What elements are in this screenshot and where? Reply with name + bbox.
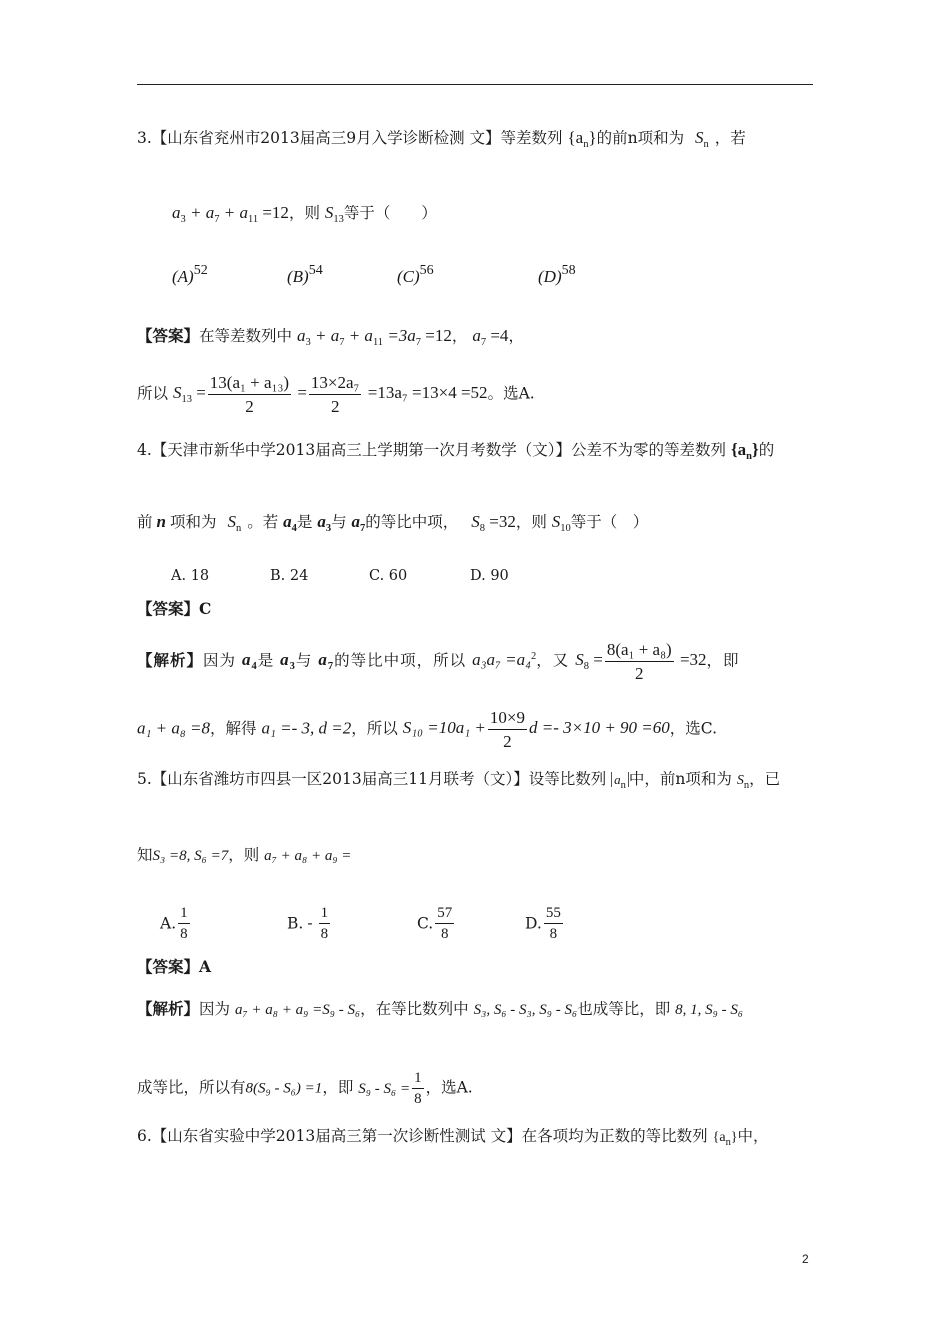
q3-option-a: $(A)^{52}$ bbox=[172, 263, 208, 286]
fraction: $\frac{\text{8(a₁ + a₈)}}{2}$ bbox=[606, 640, 672, 683]
q4-line2: 前 n 项和为 $S_n$ 。若 $a_4$是 $a_3$与 $a_7$的等比中项， $S_8 =32$，则 $S_{10}$等于（ ） bbox=[137, 512, 649, 534]
fraction: $\frac{10\times 9}{2}$ bbox=[489, 708, 525, 751]
q4-analysis-line2: a₁ + a₈ =8，解得 a₁ =- 3, d =2，所以 S₁₀ =10a₁ + $\frac{10\times 9}{2}$ d =- 3×10 + 90 =60，选C. bbox=[137, 708, 718, 751]
q5-option-c: C. $\frac{57}{8}$ bbox=[417, 905, 453, 943]
q4-option-a: A. 18 bbox=[171, 568, 210, 584]
sequence-notation: $a_n$ bbox=[611, 772, 629, 787]
q3-answer: 【答案】在等差数列中 $a_3 + a_7 + a_{11} =3a_7 =12$， $a_7 =4$， bbox=[137, 326, 524, 348]
q5-option-a: A. $\frac{1}{8}$ bbox=[160, 905, 188, 943]
fraction: $\frac{1}{8}$ bbox=[414, 1070, 422, 1108]
q5-option-b: B. - $\frac{1}{8}$ bbox=[287, 905, 329, 943]
header-rule bbox=[137, 84, 813, 85]
q5-answer: 【答案】A bbox=[137, 957, 212, 976]
question-text: 的前n项和为 bbox=[596, 129, 685, 147]
q3-line2 bbox=[172, 203, 437, 223]
question-source: 【山东省兖州市2013届高三9月入学诊断检测 文】等差数列 bbox=[151, 129, 563, 147]
question-text: ，则 bbox=[288, 204, 320, 222]
fraction: $\frac{\text{13(a₁ + a₁₃)}}{2}$ bbox=[209, 373, 290, 416]
question-source: 【山东省潍坊市四县一区2013届高三11月联考（文）】设等比数列 bbox=[151, 770, 607, 788]
q3-option-c: $(C)^{56}$ bbox=[397, 263, 434, 286]
q6-line1: 6.【山东省实验中学2013届高三第一次诊断性测试 文】在各项均为正数的等比数列 $\{a_n\}$中， bbox=[137, 1127, 769, 1148]
answer-formula: $a_7 =4$ bbox=[472, 326, 509, 348]
sum-notation: $S_{13}$ bbox=[324, 203, 344, 225]
q5-line1: 5.【山东省潍坊市四县一区2013届高三11月联考（文）】设等比数列 $a_n$ 中，前n项和为 $S_n$，已 bbox=[137, 770, 781, 791]
q3-line1 bbox=[137, 128, 746, 148]
q4-option-b: B. 24 bbox=[270, 568, 309, 584]
answer-tag: 【答案】 bbox=[137, 326, 200, 345]
q5-line2: 知S₃ =8, S₆ =7，则 a₇ + a₈ + a₉ = bbox=[137, 846, 352, 864]
sequence-notation: $\{a_n\}$ bbox=[712, 1130, 738, 1148]
question-source: 【山东省实验中学2013届高三第一次诊断性测试 文】在各项均为正数的等比数列 bbox=[151, 1127, 708, 1145]
question-number: 5. bbox=[137, 770, 152, 788]
sequence-notation: $\{a_n\}$ bbox=[730, 440, 759, 462]
question-source: 【天津市新华中学2013届高三上学期第一次月考数学（文）】公差不为零的等差数列 bbox=[151, 441, 726, 459]
question-number: 6. bbox=[137, 1127, 152, 1145]
q3-option-d: $(D)^{58}$ bbox=[538, 263, 576, 286]
q5-option-d: D. $\frac{55}{8}$ bbox=[525, 905, 561, 943]
question-text: 等于（ ） bbox=[343, 204, 437, 222]
question-number: 3. bbox=[137, 129, 152, 147]
q3-calculation: 所以 $S_{13}$ = $\frac{\text{13(a₁ + a₁₃)}}{2}$ = $\frac{\text{13×2a₇}}{2}$ =13a₇ =13×4 =52。选A. bbox=[137, 373, 535, 416]
sum-notation: $S_n$ bbox=[695, 128, 709, 150]
q4-answer: 【答案】C bbox=[137, 599, 212, 618]
q4-line1: 4.【天津市新华中学2013届高三上学期第一次月考数学（文）】公差不为零的等差数列 $\{a_n\}$的 bbox=[137, 440, 775, 462]
q4-option-c: C. 60 bbox=[369, 568, 408, 584]
question-text: ，若 bbox=[714, 129, 746, 147]
condition-formula: $a_3 + a_7 + a_{11} =12$ bbox=[172, 203, 289, 225]
q4-option-d: D. 90 bbox=[470, 568, 509, 584]
question-number: 4. bbox=[137, 441, 152, 459]
q5-analysis-line2: 成等比，所以有8(S₉ - S₆) =1，即 S₉ - S₆ = $\frac{1}{8}$ ，选A. bbox=[137, 1070, 473, 1108]
q5-analysis-line1: 【解析】因为 a₇ + a₈ + a₉ =S₉ - S₆，在等比数列中 S₃, S₆ - S₃, S₉ - S₆也成等比，即 8, 1, S₉ - S₆ bbox=[137, 999, 744, 1018]
answer-formula: $a_3 + a_7 + a_{11} =3a_7 =12$ bbox=[296, 326, 452, 348]
calc-formula: $S_{13}$ = $\frac{\text{13(a₁ + a₁₃)}}{2}$ = $\frac{\text{13×2a₇}}{2}$ =13a₇ =13×4 =52 bbox=[172, 373, 488, 416]
q4-analysis-line1: 【解析】因为 $a_4$是 $a_3$与 $a_7$的等比中项，所以 a₃a₇ =a₄$^2$，又 $S_8$ = $\frac{\text{8(a₁ + a₈)}}{2}$ =32，即 bbox=[137, 640, 740, 683]
q3-option-b: $(B)^{54}$ bbox=[287, 263, 323, 286]
page-number: 2 bbox=[802, 1252, 809, 1266]
fraction: $\frac{\text{13×2a₇}}{2}$ bbox=[310, 373, 360, 416]
sequence-notation: $\{a_n\}$ bbox=[567, 128, 597, 150]
